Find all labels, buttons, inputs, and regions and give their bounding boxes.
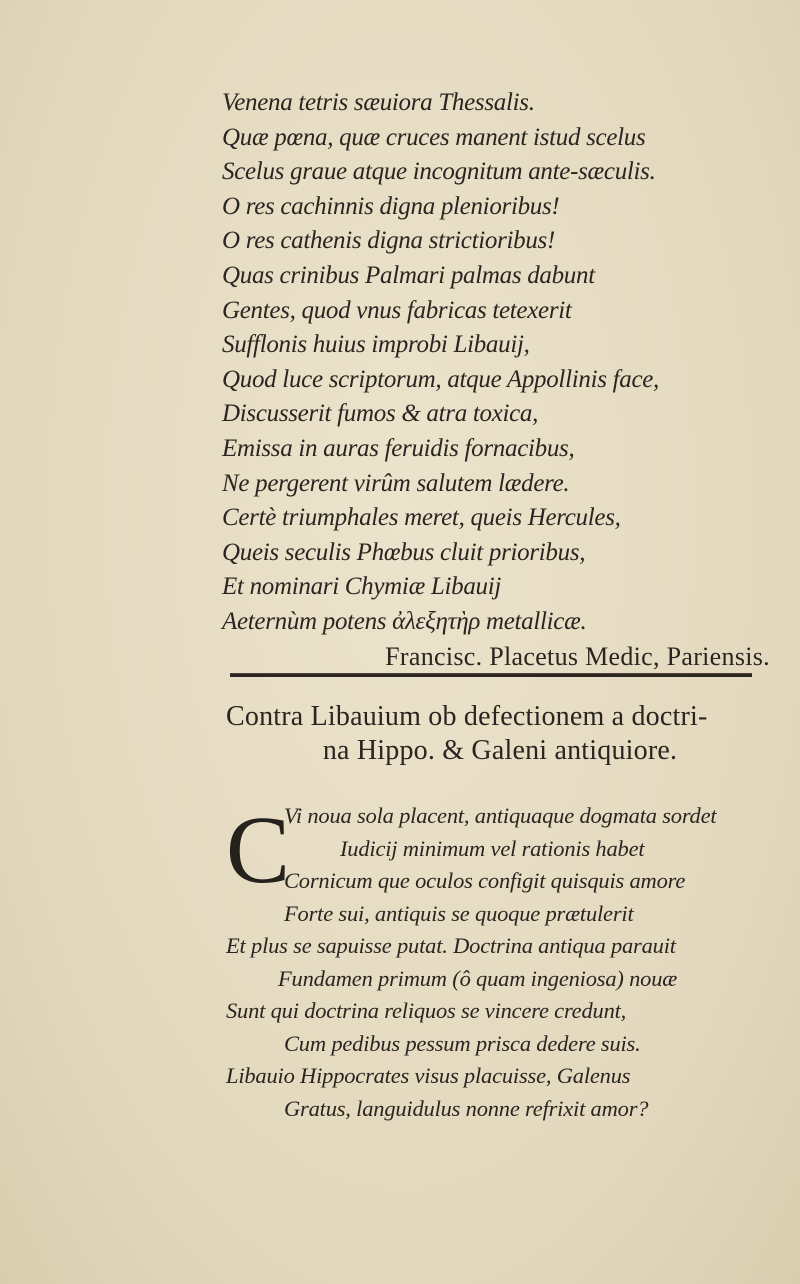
poem-bottom (222, 796, 782, 1125)
poem-line: Et nominari Chymiæ Libauij (222, 573, 502, 601)
drop-cap: C (226, 796, 291, 903)
poem-line: Aeternùm potens ἀλεξητὴρ metallicæ. (222, 607, 587, 635)
poem-line: Quas crinibus Palmari palmas dabunt (222, 261, 595, 289)
poem-line: Et plus se sapuisse putat. Doctrina antiqua parauit (226, 933, 676, 958)
poem-line: O res cathenis digna strictioribus! (222, 227, 556, 255)
poem-line: Ne pergerent virûm salutem lædere. (222, 469, 570, 497)
section-divider (230, 673, 752, 677)
poem-line: Scelus graue atque incognitum ante-sæculis. (222, 158, 656, 186)
poem-line: Libauio Hippocrates visus placuisse, Galenus (226, 1063, 631, 1088)
poem-line: Iudicij minimum vel rationis habet (340, 835, 645, 861)
poem-top (222, 86, 782, 674)
poem-line: Cum pedibus pessum prisca dedere suis. (284, 1030, 641, 1056)
author-signature: Francisc. Placetus Medic, Pariensis. (385, 641, 770, 671)
section-heading (226, 700, 766, 768)
poem-line: Emissa in auras feruidis fornacibus, (222, 434, 575, 462)
poem-line: Gentes, quod vnus fabricas tetexerit (222, 296, 572, 324)
poem-line: Queis seculis Phœbus cluit prioribus, (222, 538, 586, 566)
poem-line: Sufflonis huius improbi Libauij, (222, 331, 530, 359)
poem-line: Fundamen primum (ô quam ingeniosa) nouæ (278, 965, 678, 991)
poem-line: Discusserit fumos & atra toxica, (222, 400, 539, 428)
poem-line: Quæ pœna, quæ cruces manent istud scelus (222, 123, 646, 151)
poem-line: Quod luce scriptorum, atque Appollinis face, (222, 365, 659, 393)
poem-line: Vi noua sola placent, antiquaque dogmata sordet (284, 803, 717, 828)
poem-line: Gratus, languidulus nonne refrixit amor? (284, 1095, 649, 1121)
poem-line: O res cachinnis digna plenioribus! (222, 192, 560, 220)
poem-line: Cornicum que oculos configit quisquis amore (284, 868, 686, 893)
heading-line: Contra Libauium ob defectionem a doctri- (226, 701, 708, 732)
poem-line: Certè triumphales meret, queis Hercules, (222, 504, 621, 532)
poem-line: Venena tetris sæuiora Thessalis. (222, 89, 535, 116)
heading-line: na Hippo. & Galeni antiquiore. (322, 735, 678, 766)
poem-line: Forte sui, antiquis se quoque prætulerit (284, 900, 634, 926)
poem-line: Sunt qui doctrina reliquos se vincere credunt, (226, 998, 627, 1023)
